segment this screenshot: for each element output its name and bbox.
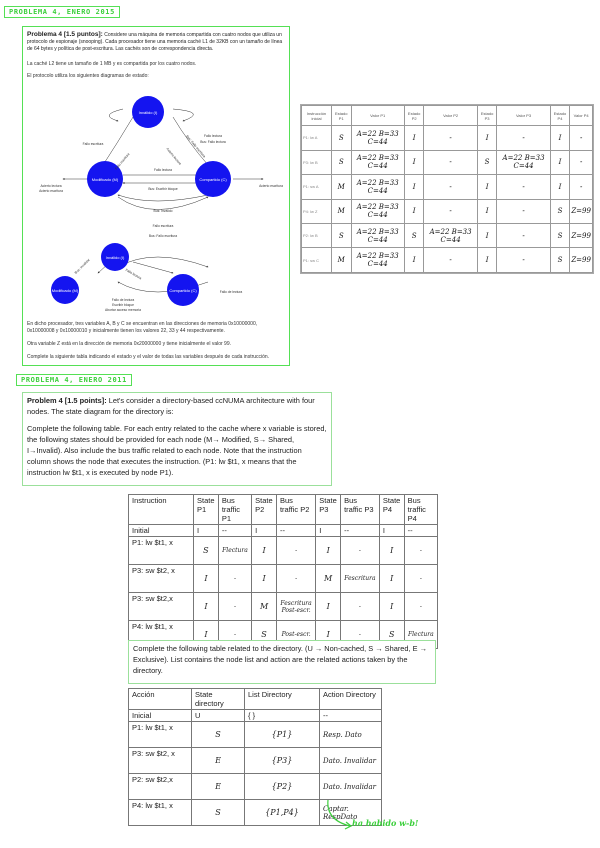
t2-initial: I	[252, 525, 277, 537]
diagram-label: Fallo lectura	[204, 134, 222, 138]
section1-line3: El protocolo utiliza los siguientes diagramas de estado:	[27, 73, 149, 79]
t1-cell: Z=99	[570, 224, 593, 248]
t2-header: Instruction	[129, 495, 194, 525]
diagram-label: Acierto lectura	[40, 184, 62, 188]
diagram-label: Acierto escritura	[259, 184, 283, 188]
t2-cell: I	[194, 565, 219, 593]
t2-header: State P2	[252, 495, 277, 525]
section2-para: Complete the following table. For each entry related to the cache where x variable is stored, the following states should be provided for each node (M→ Modified, S→ Shared, I→Invalid). Also include the bus traffic related to each node. Note that the instruction column shows the node that executes the instruction. (P1: lw $t1, x means that the instruction lw $t1, x is executed by node P1).	[27, 424, 327, 477]
t1-cell: S	[477, 150, 497, 174]
t2-cell: I	[316, 621, 341, 649]
t3-header: List Directory	[245, 689, 320, 710]
t2-initial: --	[404, 525, 437, 537]
t3-instr: P2: sw $t2,x	[129, 774, 192, 800]
section1-title: Problema 4 [1.5 puntos]:	[27, 31, 103, 38]
t3-header: Action Directory	[320, 689, 382, 710]
t3-instr: P1: lw $t1, x	[129, 722, 192, 748]
t2-cell: S	[194, 537, 219, 565]
t3-cell: {P1}	[245, 722, 320, 748]
t2-header: State P1	[194, 495, 219, 525]
t1-instr: P1: lw A	[302, 126, 332, 150]
state-label-2: Modificado (M)	[91, 177, 119, 182]
section2-para2: Complete the following table related to the directory. (U → Non-cached, S → Shared, E → Exclusive). List contains the node list and action are the related actions taken by the directory.	[133, 644, 427, 675]
t2-initial: I	[194, 525, 219, 537]
t3-cell: E	[192, 774, 245, 800]
t1-header: Estado P4	[550, 106, 570, 126]
t2-row	[129, 593, 438, 621]
t1-cell: I	[477, 248, 497, 273]
t1-cell: -	[424, 199, 477, 223]
t1-cell: M	[331, 199, 351, 223]
section2-tag: PROBLEMA 4, ENERO 2011	[16, 374, 132, 386]
t2-cell: -	[341, 537, 380, 565]
section2-table1-wrap	[128, 494, 438, 649]
section2-title: Problem 4 [1.5 points]:	[27, 396, 107, 405]
t2-cell: I	[379, 593, 404, 621]
section1-table	[301, 105, 593, 273]
t1-cell: -	[570, 175, 593, 199]
t1-row	[302, 150, 593, 174]
t1-cell: A=22 B=33 C=44	[351, 224, 404, 248]
t1-cell: S	[404, 224, 424, 248]
diagram-label: Fallo lectura	[124, 267, 143, 281]
t1-header: Valor P4	[570, 106, 593, 126]
diagram-label: Escribir bloque	[112, 303, 134, 307]
t1-cell: I	[477, 224, 497, 248]
t2-header: State P4	[379, 495, 404, 525]
section2-table1	[128, 494, 438, 649]
t1-cell: A=22 B=33 C=44	[497, 150, 550, 174]
t2-cell: -	[404, 593, 437, 621]
t1-cell: I	[550, 126, 570, 150]
t3-initial: --	[320, 710, 382, 722]
section1-tag: PROBLEMA 4, ENERO 2015	[4, 6, 120, 18]
section1-table-wrap	[300, 104, 594, 274]
t1-cell: I	[404, 248, 424, 273]
t1-cell: I	[477, 199, 497, 223]
t2-header: State P3	[316, 495, 341, 525]
t1-cell: Z=99	[570, 248, 593, 273]
section1-line2: La caché L2 tiene un tamaño de 1 MB y es compartida por los cuatro nodos.	[27, 61, 197, 67]
t1-instr: P2: lw B	[302, 224, 332, 248]
section1-para2: Otra variable Z está en la dirección de memoria 0x20000000 y tiene inicialmente el valor 99.	[27, 341, 231, 347]
t3-cell: S	[192, 722, 245, 748]
t3-cell: Dato. Invalidar	[320, 748, 382, 774]
t1-cell: -	[424, 150, 477, 174]
t1-header: Valor P3	[497, 106, 550, 126]
t1-cell: I	[404, 199, 424, 223]
t2-cell: S	[252, 621, 277, 649]
t1-cell: A=22 B=33 C=44	[351, 150, 404, 174]
t1-cell: S	[550, 199, 570, 223]
t1-header: Estado P2	[404, 106, 424, 126]
t1-cell: A=22 B=33 C=44	[351, 199, 404, 223]
t2-cell: -	[404, 537, 437, 565]
t1-header: Valor P2	[424, 106, 477, 126]
t2-cell: I	[316, 537, 341, 565]
t2-cell: Flectura	[404, 621, 437, 649]
t3-cell: S	[192, 800, 245, 826]
t2-cell: Post-escr.	[276, 621, 315, 649]
t1-cell: -	[424, 126, 477, 150]
t2-cell: Flectura	[218, 537, 251, 565]
diagram-label: Fallo escritura	[152, 224, 174, 228]
t1-header: Valor P1	[351, 106, 404, 126]
state-label-1: Inválido (I)	[138, 110, 158, 115]
diagram-label: Fallo escritura	[82, 142, 104, 146]
t2-initial: Initial	[129, 525, 194, 537]
t1-cell: I	[477, 175, 497, 199]
t2-initial: --	[218, 525, 251, 537]
t1-cell: -	[497, 224, 550, 248]
t2-cell: I	[316, 593, 341, 621]
t1-instr: P4: lw Z	[302, 199, 332, 223]
section2-intro-box	[22, 392, 332, 486]
handwritten-note: ha habido w-b!	[352, 818, 419, 828]
t3-cell: {P2}	[245, 774, 320, 800]
t3-cell: Dato. Invalidar	[320, 774, 382, 800]
t3-row	[129, 774, 382, 800]
t3-initial: U	[192, 710, 245, 722]
t2-cell: Fescritura Post-escr.	[276, 593, 315, 621]
t2-instr: P1: lw $t1, x	[129, 537, 194, 565]
t1-header: Instrucción inicial	[302, 106, 332, 126]
t2-cell: -	[218, 565, 251, 593]
diagram-label: Bus: Fallo escritura	[148, 234, 178, 238]
t1-cell: A=22 B=33 C=44	[424, 224, 477, 248]
section1-para1: En dicho procesador, tres variables A, B y C se encuentran en las direcciones de memoria 0x10000000, 0x10000008 y 0x10000010 y inicialmente tienen los valores 22, 33 y 44 respectivamente.	[27, 321, 258, 334]
t1-cell: S	[550, 224, 570, 248]
t1-cell: I	[550, 175, 570, 199]
section2-para2-box	[128, 640, 436, 684]
t3-instr: P4: lw $t1, x	[129, 800, 192, 826]
diagram-label: Bus: Fallo escritura	[185, 134, 207, 159]
t2-instr: P3: sw $t2,x	[129, 593, 194, 621]
t2-cell: -	[218, 593, 251, 621]
t3-header: Acción	[129, 689, 192, 710]
t2-header: Bus traffic P1	[218, 495, 251, 525]
t1-cell: M	[331, 175, 351, 199]
t2-cell: Fescritura	[341, 565, 380, 593]
diagram-label: Bus: Invalidar	[73, 257, 91, 275]
t2-initial: I	[316, 525, 341, 537]
t2-cell: I	[252, 565, 277, 593]
t1-cell: -	[497, 199, 550, 223]
diagram-label: Fallo de lectura	[219, 290, 243, 294]
t2-cell: M	[316, 565, 341, 593]
t1-instr: P1: sw A	[302, 175, 332, 199]
t2-cell: M	[252, 593, 277, 621]
t1-cell: -	[497, 248, 550, 273]
t1-header: Estado P3	[477, 106, 497, 126]
state-label-6: Compartido (C)	[169, 288, 197, 293]
state-diagram	[23, 87, 289, 312]
t3-cell: Captar. RespDato	[320, 800, 382, 826]
t1-cell: -	[424, 248, 477, 273]
t2-cell: -	[276, 537, 315, 565]
section1-screenshot	[22, 26, 290, 366]
t1-cell: A=22 B=33 C=44	[351, 175, 404, 199]
t1-row	[302, 248, 593, 273]
diagram-label: Bus: Inválido	[153, 209, 173, 213]
t1-cell: S	[331, 150, 351, 174]
diagram-label: Fallo lectura	[154, 168, 172, 172]
t2-cell: I	[379, 537, 404, 565]
t1-row	[302, 126, 593, 150]
t1-row	[302, 224, 593, 248]
t2-cell: -	[218, 621, 251, 649]
state-label-4: Inválido (I)	[105, 255, 125, 260]
state-label-3: Compartido (C)	[199, 177, 227, 182]
t1-cell: -	[570, 150, 593, 174]
t3-initial: Inicial	[129, 710, 192, 722]
t1-cell: I	[404, 150, 424, 174]
diagram-label: Fallo de lectura	[111, 298, 135, 302]
t1-cell: I	[477, 126, 497, 150]
t3-cell: {P3}	[245, 748, 320, 774]
t3-header: State directory	[192, 689, 245, 710]
t2-cell: -	[276, 565, 315, 593]
t2-cell: I	[379, 565, 404, 593]
t2-row	[129, 565, 438, 593]
t2-initial: I	[379, 525, 404, 537]
t2-cell: -	[404, 565, 437, 593]
t1-cell: M	[331, 248, 351, 273]
t1-cell: Z=99	[570, 199, 593, 223]
t1-header: Estado P1	[331, 106, 351, 126]
t2-cell: I	[194, 621, 219, 649]
t2-initial: --	[341, 525, 380, 537]
t2-cell: I	[194, 593, 219, 621]
t1-cell: S	[550, 248, 570, 273]
t1-instr: P1: sw C	[302, 248, 332, 273]
section2-intro: Let's consider a directory-based ccNUMA architecture with four nodes. The state diagram for the directory is:	[27, 396, 315, 416]
diagram-label: Abortar acceso memoria	[105, 308, 141, 312]
t2-instr: P3: sw $t2, x	[129, 565, 194, 593]
diagram-label: Bus: Fallo lectura	[200, 140, 226, 144]
t2-cell: -	[341, 593, 380, 621]
t3-initial: { }	[245, 710, 320, 722]
diagram-label: Acierto escritura	[39, 189, 63, 193]
t2-header: Bus traffic P3	[341, 495, 380, 525]
section1-para3: Complete la siguiente tabla indicando el estado y el valor de todas las variables después de cada instrucción.	[27, 354, 270, 360]
t1-cell: I	[404, 126, 424, 150]
t2-cell: I	[252, 537, 277, 565]
t3-cell: {P1,P4}	[245, 800, 320, 826]
diagram-label: Bus: Escribir bloque	[148, 187, 178, 191]
t2-initial: --	[276, 525, 315, 537]
t1-cell: -	[497, 126, 550, 150]
state-label-5: Modificado (M)	[51, 288, 79, 293]
t2-instr: P4: lw $t1, x	[129, 621, 194, 649]
t1-cell: A=22 B=33 C=44	[351, 248, 404, 273]
t2-header: Bus traffic P2	[276, 495, 315, 525]
diagram-label: Fallo escritura	[114, 152, 131, 171]
t1-cell: I	[404, 175, 424, 199]
section1-intro: Considere una máquina de memoria compartida con cuatro nodos que utiliza un protocolo de espionaje (snooping). Cada procesador tiene una memoria caché L1 de 32KB con un tamaño de línea de 64 bytes y política de post-escritura. Las cachés son de correspondencia directa.	[27, 32, 283, 52]
t3-cell: Resp. Dato	[320, 722, 382, 748]
t1-cell: -	[497, 175, 550, 199]
t1-row	[302, 199, 593, 223]
t1-cell: S	[331, 126, 351, 150]
t1-cell: -	[570, 126, 593, 150]
diagram-label: Acierto lectura	[165, 146, 183, 166]
t2-row	[129, 537, 438, 565]
t2-cell: S	[379, 621, 404, 649]
t2-header: Bus traffic P4	[404, 495, 437, 525]
t1-cell: A=22 B=33 C=44	[351, 126, 404, 150]
t1-cell: I	[550, 150, 570, 174]
t1-row	[302, 175, 593, 199]
t2-cell: -	[341, 621, 380, 649]
t1-cell: -	[424, 175, 477, 199]
t3-cell: E	[192, 748, 245, 774]
t1-cell: S	[331, 224, 351, 248]
t3-instr: P3: sw $t2, x	[129, 748, 192, 774]
t3-row	[129, 722, 382, 748]
t1-instr: P3: lw B	[302, 150, 332, 174]
t3-row	[129, 748, 382, 774]
